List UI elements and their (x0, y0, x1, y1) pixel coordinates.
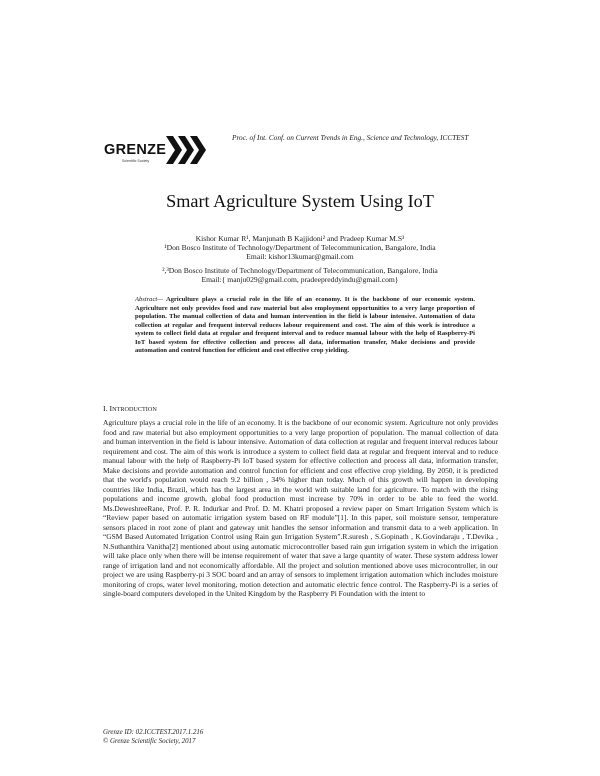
section-rest: NTRODUCTION (112, 406, 157, 413)
section-initial: I (109, 404, 113, 413)
email-1: Email: kishor13kumar@gmail.com (246, 252, 354, 262)
grenze-id: Grenze ID: 02.ICCTEST.2017.1.216 (103, 729, 204, 736)
abstract-label: Abstract— (135, 296, 164, 303)
author-block (150, 234, 450, 284)
logo-name: GRENZE (104, 142, 167, 158)
chevron-arrows-icon (166, 136, 206, 164)
copyright: © Grenze Scientific Society, 2017 (103, 738, 196, 745)
grenze-logo (104, 128, 204, 168)
email-2: Email:{ manju029@gmail.com, pradeepreddyindu@gmail.com} (201, 274, 399, 284)
logo-tagline: Scientific Society (122, 159, 150, 163)
authors-line: Kishor Kumar R¹, Manjunath B Kajjidoni² and Pradeep Kumar M.S³ (195, 234, 405, 243)
proceedings-header: Proc. of Int. Conf. on Current Trends in Eng., Science and Technology, ICCTEST (232, 133, 469, 142)
section-number: I. (103, 404, 108, 413)
introduction-body: Agriculture plays a crucial role in the life of an economy. It is the backbone of our economic system. Agriculture not only provides food and raw material but also employment opportunities to a very large proportion of population. The manual collection of data and human intervention in the field is labour intensive. Automation of data collection at regular and frequent interval reduces labour requirement and cost. The aim of this work is introduce a system to collect field data at regular and frequent interval and to reduce manual labour with the help of Raspberry-Pi IoT based system for effective collection and process all data, information transfer, Make decisions and provide automation and control function for efficient and cost effective crop yielding. By 2050, it is predicted that the world's population would reach 9.2 billion , 34% higher than today. Much of this growth will happen in developing countries like India, Brazil, which has the largest area in the world with suitable land for agriculture. To match with the rising populations and income growth, global food production must increase by 70% in order to be able to feed the world. Ms.DeweshreeRane, Prof. P. R. Indurkar and Prof. D. M. Khatri proposed a review paper on Smart Irrigation System which is “Review paper based on automatic irrigation system based on RF module”[1]. In this paper, soil moisture sensor, temperature sensors placed in root zone of plant and gateway unit handles the sensor information and transmit data to a web application. In “GSM Based Automated Irrigation Control using Rain gun Irrigation System”.R.suresh , S.Gopinath , K.Govindaraju , T.Devika , N.Suthanthira Vanitha[2] mentioned about using automatic microcontroller based rain gun irrigation system in which the irrigation will take place only when there will be intense requirement of water that save a large quantity of water. These system address lower range of irrigation land and not economically affordable. All the project and solution mentioned above uses microcontroller, in our project we are using Raspberry-pi 3 SOC board and an array of sensors to implement irrigation automation which includes moisture monitoring of crops, water level monitoring, motion detection and automatic electric fence control. The Raspberry-Pi is a series of single-board computers developed in the United Kingdom by the Raspberry Pi Foundation with the intent to (103, 418, 498, 598)
section-heading (103, 404, 157, 413)
affiliation-1: ¹Don Bosco Institute of Technology/Department of Telecommunication, Bangalore, India (164, 243, 436, 253)
paper-title: Smart Agriculture System Using IoT (166, 191, 434, 211)
page-footer (103, 728, 203, 746)
abstract-text: Agriculture plays a crucial role in the life of an economy. It is the backbone of our economic system. Agriculture not only provides food and raw material but also employment opportunities to a very large proportion of population. The manual collection of data and human intervention in the field is labour intensive. Automation of data collection at regular and frequent interval reduces labour requirement and cost. The aim of this work is introduce a system to collect field data at regular and frequent interval and to reduce manual labour with the help of Raspberry-Pi IoT based system for effective collection and process all data, information transfer, Make decisions and provide automation and control function for efficient and cost effective crop yielding. (135, 296, 475, 354)
affiliation-2: ²,³Don Bosco Institute of Technology/Department of Telecommunication, Bangalore, India (162, 265, 438, 275)
abstract (135, 296, 475, 356)
